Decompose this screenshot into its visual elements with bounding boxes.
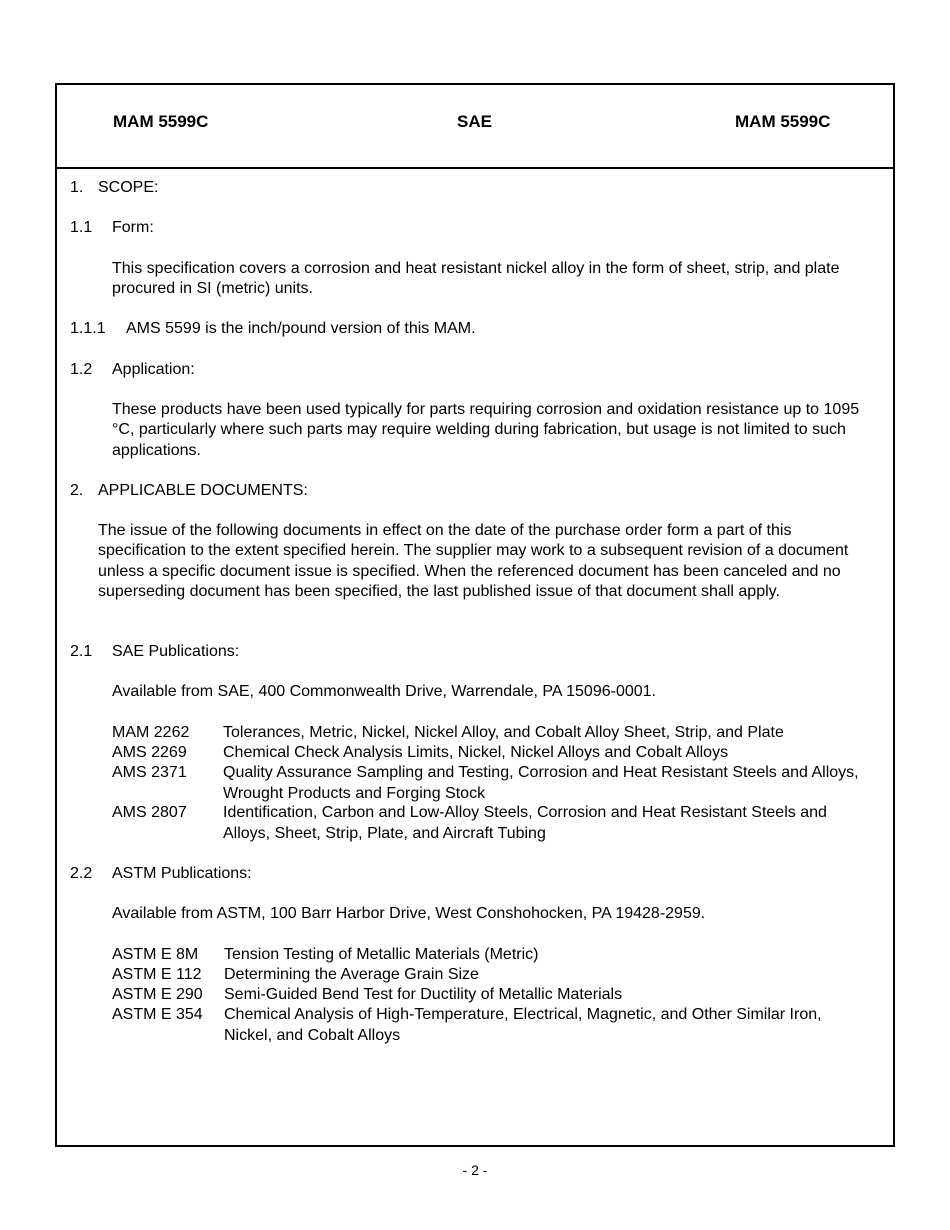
- doc-code: ASTM E 354: [112, 1006, 203, 1023]
- header-organization: SAE: [457, 112, 492, 131]
- section-2-1-title: SAE Publications:: [112, 643, 240, 660]
- section-1-1-1-number: 1.1.1: [70, 320, 106, 337]
- doc-description: Quality Assurance Sampling and Testing, Corrosion and Heat Resistant Steels and Alloys, Wrought Products and Forging Stock: [223, 764, 859, 802]
- section-1-1-1-text: AMS 5599 is the inch/pound version of this MAM.: [126, 320, 476, 337]
- page-number: - 2 -: [462, 1162, 488, 1178]
- astm-availability: Available from ASTM, 100 Barr Harbor Drive, West Conshohocken, PA 19428-2959.: [112, 905, 706, 922]
- sae-availability: Available from SAE, 400 Commonwealth Drive, Warrendale, PA 15096-0001.: [112, 683, 656, 700]
- document-header: [57, 85, 893, 169]
- section-1-title: SCOPE:: [98, 179, 159, 196]
- header-document-id-left: MAM 5599C: [113, 112, 209, 131]
- section-1-2-title: Application:: [112, 361, 195, 378]
- section-1-2-body: These products have been used typically for parts requiring corrosion and oxidation resistance up to 1095 °C, particularly where such parts may require welding during fabrication, but usage is not limited to such applications.: [112, 401, 860, 459]
- section-2-1-number: 2.1: [70, 643, 93, 660]
- section-2-2-title: ASTM Publications:: [112, 865, 252, 882]
- doc-code: AMS 2371: [112, 764, 187, 781]
- doc-code: ASTM E 112: [112, 966, 202, 983]
- section-2-body: The issue of the following documents in effect on the date of the purchase order form a part of this specification to the extent specified herein. The supplier may work to a subsequent revision of a document unless a specific document issue is specified. When the referenced document has been canceled and no superseding document has been specified, the last published issue of that document shall apply.: [98, 522, 849, 600]
- doc-description: Semi-Guided Bend Test for Ductility of Metallic Materials: [224, 986, 623, 1003]
- doc-code: AMS 2269: [112, 744, 187, 761]
- doc-code: ASTM E 290: [112, 986, 203, 1003]
- section-1-1-number: 1.1: [70, 219, 93, 236]
- doc-description: Chemical Analysis of High-Temperature, Electrical, Magnetic, and Other Similar Iron, Nickel, and Cobalt Alloys: [224, 1006, 822, 1044]
- section-2-number: 2.: [70, 482, 84, 499]
- doc-description: Identification, Carbon and Low-Alloy Steels, Corrosion and Heat Resistant Steels and Alloys, Sheet, Strip, Plate, and Aircraft Tubing: [223, 804, 827, 842]
- doc-code: ASTM E 8M: [112, 946, 199, 963]
- section-1-1-body: This specification covers a corrosion and heat resistant nickel alloy in the form of sheet, strip, and plate procured in SI (metric) units.: [112, 260, 840, 298]
- section-1-1-title: Form:: [112, 219, 154, 236]
- doc-description: Tension Testing of Metallic Materials (Metric): [224, 946, 539, 963]
- section-1-number: 1.: [70, 179, 84, 196]
- doc-code: MAM 2262: [112, 724, 190, 741]
- doc-description: Chemical Check Analysis Limits, Nickel, Nickel Alloys and Cobalt Alloys: [223, 744, 729, 761]
- section-2-title: APPLICABLE DOCUMENTS:: [98, 482, 308, 499]
- doc-code: AMS 2807: [112, 804, 187, 821]
- section-1-2-number: 1.2: [70, 361, 93, 378]
- doc-description: Determining the Average Grain Size: [224, 966, 479, 983]
- section-2-2-number: 2.2: [70, 865, 93, 882]
- header-document-id-right: MAM 5599C: [735, 112, 831, 131]
- doc-description: Tolerances, Metric, Nickel, Nickel Alloy, and Cobalt Alloy Sheet, Strip, and Plate: [223, 724, 784, 741]
